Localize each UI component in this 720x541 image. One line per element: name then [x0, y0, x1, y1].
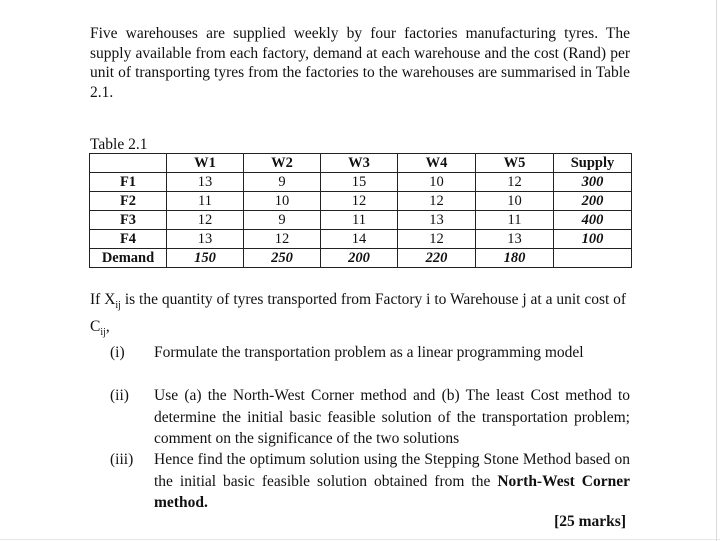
- header-empty: [90, 154, 167, 173]
- table-row: [90, 173, 632, 192]
- question-text: Hence find the optimum solution using the Stepping Stone Method based on the initial basic feasible solution obtained from the: [154, 451, 630, 490]
- cost-cell: 13: [167, 230, 244, 249]
- table-row: [90, 230, 632, 249]
- cost-cell: 12: [398, 230, 476, 249]
- header-w2: W2: [244, 154, 321, 173]
- def-sub-b: ij: [100, 327, 106, 339]
- cost-cell: 10: [398, 173, 476, 192]
- question-number: (i): [110, 344, 125, 361]
- cost-cell: 15: [321, 173, 398, 192]
- supply-cell: 200: [554, 192, 632, 211]
- question-number: (iii): [110, 451, 134, 468]
- page-edge-right: [716, 0, 717, 541]
- demand-cell: 180: [476, 249, 554, 268]
- demand-row: [90, 249, 632, 268]
- header-supply: Supply: [554, 154, 632, 173]
- def-part-b: is the quantity of tyres transported from Factory i to Warehouse j at a unit cost of C: [90, 291, 627, 336]
- cost-cell: 12: [398, 192, 476, 211]
- demand-cell: 150: [167, 249, 244, 268]
- def-part-a: If X: [90, 291, 116, 308]
- supply-cell: 400: [554, 211, 632, 230]
- header-w3: W3: [321, 154, 398, 173]
- demand-cell: 250: [244, 249, 321, 268]
- cost-cell: 11: [167, 192, 244, 211]
- question-text: Formulate the transportation problem as a linear programming model: [154, 344, 584, 361]
- cost-cell: 14: [321, 230, 398, 249]
- cost-cell: 12: [321, 192, 398, 211]
- header-w4: W4: [398, 154, 476, 173]
- header-w1: W1: [167, 154, 244, 173]
- row-label: F3: [90, 211, 167, 230]
- row-label: F2: [90, 192, 167, 211]
- question-text-wrap: [154, 449, 630, 514]
- question-bold-text: North-West Corner method.: [154, 472, 630, 511]
- demand-cell: 200: [321, 249, 398, 268]
- demand-label: Demand: [90, 249, 167, 268]
- cost-cell: 11: [476, 211, 554, 230]
- intro-paragraph: Five warehouses are supplied weekly by four factories manufacturing tyres. The supply available from each factory, demand at each warehouse and the cost (Rand) per unit of transporting tyres from the factories to the warehouses are summarised in Table 2.1.: [90, 25, 630, 101]
- cost-table: [89, 153, 632, 268]
- table-row: [90, 192, 632, 211]
- marks-label: [25 marks]: [554, 513, 626, 530]
- cost-cell: 9: [244, 211, 321, 230]
- supply-cell: 100: [554, 230, 632, 249]
- question-number: (ii): [110, 387, 129, 404]
- row-label: F1: [90, 173, 167, 192]
- demand-cell: 220: [398, 249, 476, 268]
- header-w5: W5: [476, 154, 554, 173]
- table-caption: Table 2.1: [90, 136, 148, 153]
- cost-cell: 11: [321, 211, 398, 230]
- def-part-c: ,: [105, 318, 110, 336]
- cost-cell: 10: [476, 192, 554, 211]
- cost-cell: 13: [398, 211, 476, 230]
- variable-definition: [90, 289, 630, 343]
- cost-cell: 12: [167, 211, 244, 230]
- def-sub-a: ij: [115, 300, 121, 312]
- page-edge-bottom: [0, 539, 720, 540]
- table-row: [90, 211, 632, 230]
- cost-cell: 13: [476, 230, 554, 249]
- cost-cell: 12: [476, 173, 554, 192]
- empty-cell: [554, 249, 632, 268]
- cost-cell: 13: [167, 173, 244, 192]
- cost-cell: 9: [244, 173, 321, 192]
- question-text: Use (a) the North-West Corner method and (b) The least Cost method to determine the initial basic feasible solution of the transportation problem; comment on the significance of the two solutions: [154, 387, 630, 447]
- cost-cell: 12: [244, 230, 321, 249]
- cost-cell: 10: [244, 192, 321, 211]
- row-label: F4: [90, 230, 167, 249]
- supply-cell: 300: [554, 173, 632, 192]
- table-header-row: [90, 154, 632, 173]
